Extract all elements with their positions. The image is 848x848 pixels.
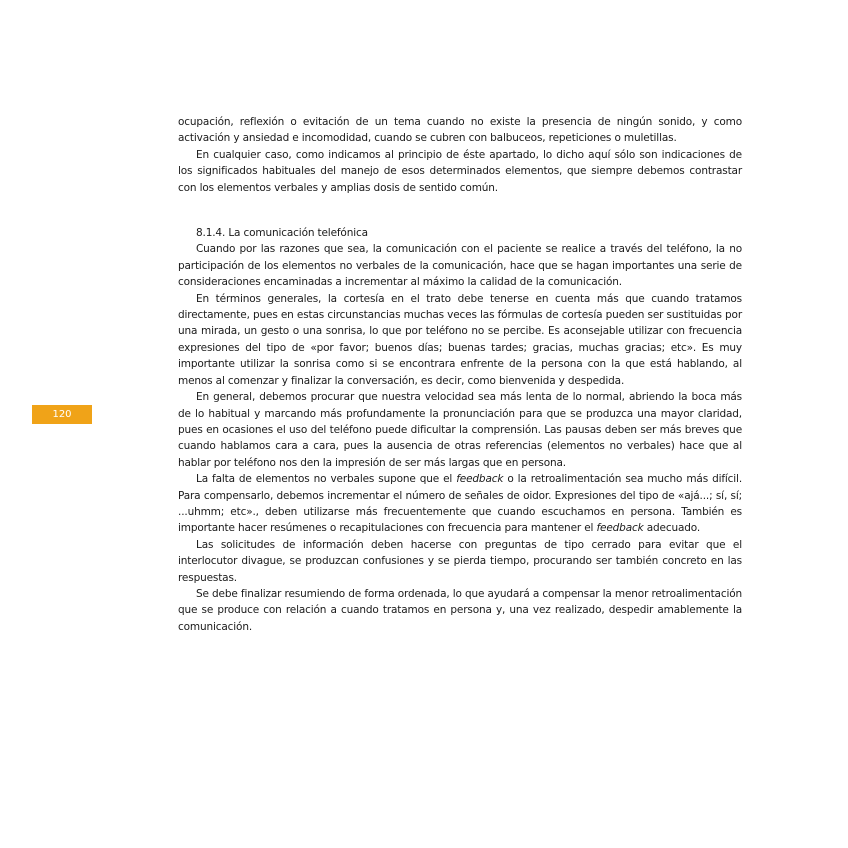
- paragraph: [178, 471, 742, 537]
- italic-term: feedback: [456, 473, 504, 486]
- text-run: La falta de elementos no verbales supone que el: [196, 473, 457, 486]
- page-number: 120: [32, 405, 92, 424]
- paragraph: ocupación, reflexión o evitación de un tema cuando no existe la presencia de ningún sonido, y como activación y ansiedad e incomodidad, cuando se cubren con balbuceos, repeticiones o muletillas.: [178, 116, 742, 145]
- paragraph: Cuando por las razones que sea, la comunicación con el paciente se realice a través del teléfono, la no participación de los elementos no verbales de la comunicación, hace que se hagan importantes una serie de consideraciones encaminadas a incrementar al máximo la calidad de la comunicación.: [178, 243, 742, 289]
- text-run: o la retroalimentación sea mucho más difícil. Para compensarlo, debemos incrementar el número de señales de oidor. Expresiones del tipo de «ajá...; sí, sí; ...uhmm; etc»., deben utilizarse más frecuentemente que cuando escuchamos en persona. También es importante hacer resúmenes o recapitulaciones con frecuencia para mantener el: [178, 473, 743, 535]
- paragraph: En términos generales, la cortesía en el trato debe tenerse en cuenta más que cuando tratamos directamente, pues en estas circunstancias muchas veces las fórmulas de cortesía pueden ser sustituidas por una mirada, un gesto o una sonrisa, lo que por teléfono no se percibe. Es aconsejable utilizar con frecuencia expresiones del tipo de «por favor; buenos días; buenas tardes; gracias, muchas gracias; etc». Es muy importante utilizar la sonrisa como si se encontrara enfrente de la persona con la que está hablando, al menos al comenzar y finalizar la conversación, es decir, como bienvenida y despedida.: [178, 292, 742, 387]
- paragraph: Las solicitudes de información deben hacerse con preguntas de tipo cerrado para evitar que el interlocutor divague, se produzcan confusiones y se pierda tiempo, procurando ser también concreto en las respuestas.: [178, 538, 742, 584]
- paragraph: En cualquier caso, como indicamos al principio de éste apartado, lo dicho aquí sólo son indicaciones de los significados habituales del manejo de esos determinados elementos, que siempre debemos contrastar con los elementos verbales y amplias dosis de sentido común.: [178, 148, 742, 194]
- text-run: adecuado.: [643, 522, 701, 535]
- body-text: [178, 114, 742, 635]
- paragraph: En general, debemos procurar que nuestra velocidad sea más lenta de lo normal, abriendo la boca más de lo habitual y marcando más profundamente la pronunciación para que se produzca una mayor claridad, pues en ocasiones el uso del teléfono puede dificultar la comprensión. Las pausas deben ser más breves que cuando hablamos cara a cara, pues la ausencia de otras referencias (elementos no verbales) hace que al hablar por teléfono nos den la impresión de ser más largas que en persona.: [178, 391, 742, 469]
- italic-term: feedback: [596, 522, 644, 535]
- section-heading: 8.1.4. La comunicación telefónica: [196, 227, 368, 240]
- paragraph: Se debe finalizar resumiendo de forma ordenada, lo que ayudará a compensar la menor retroalimentación que se produce con relación a cuando tratamos en persona y, una vez realizado, despedir amablemente la comunicación.: [178, 587, 742, 633]
